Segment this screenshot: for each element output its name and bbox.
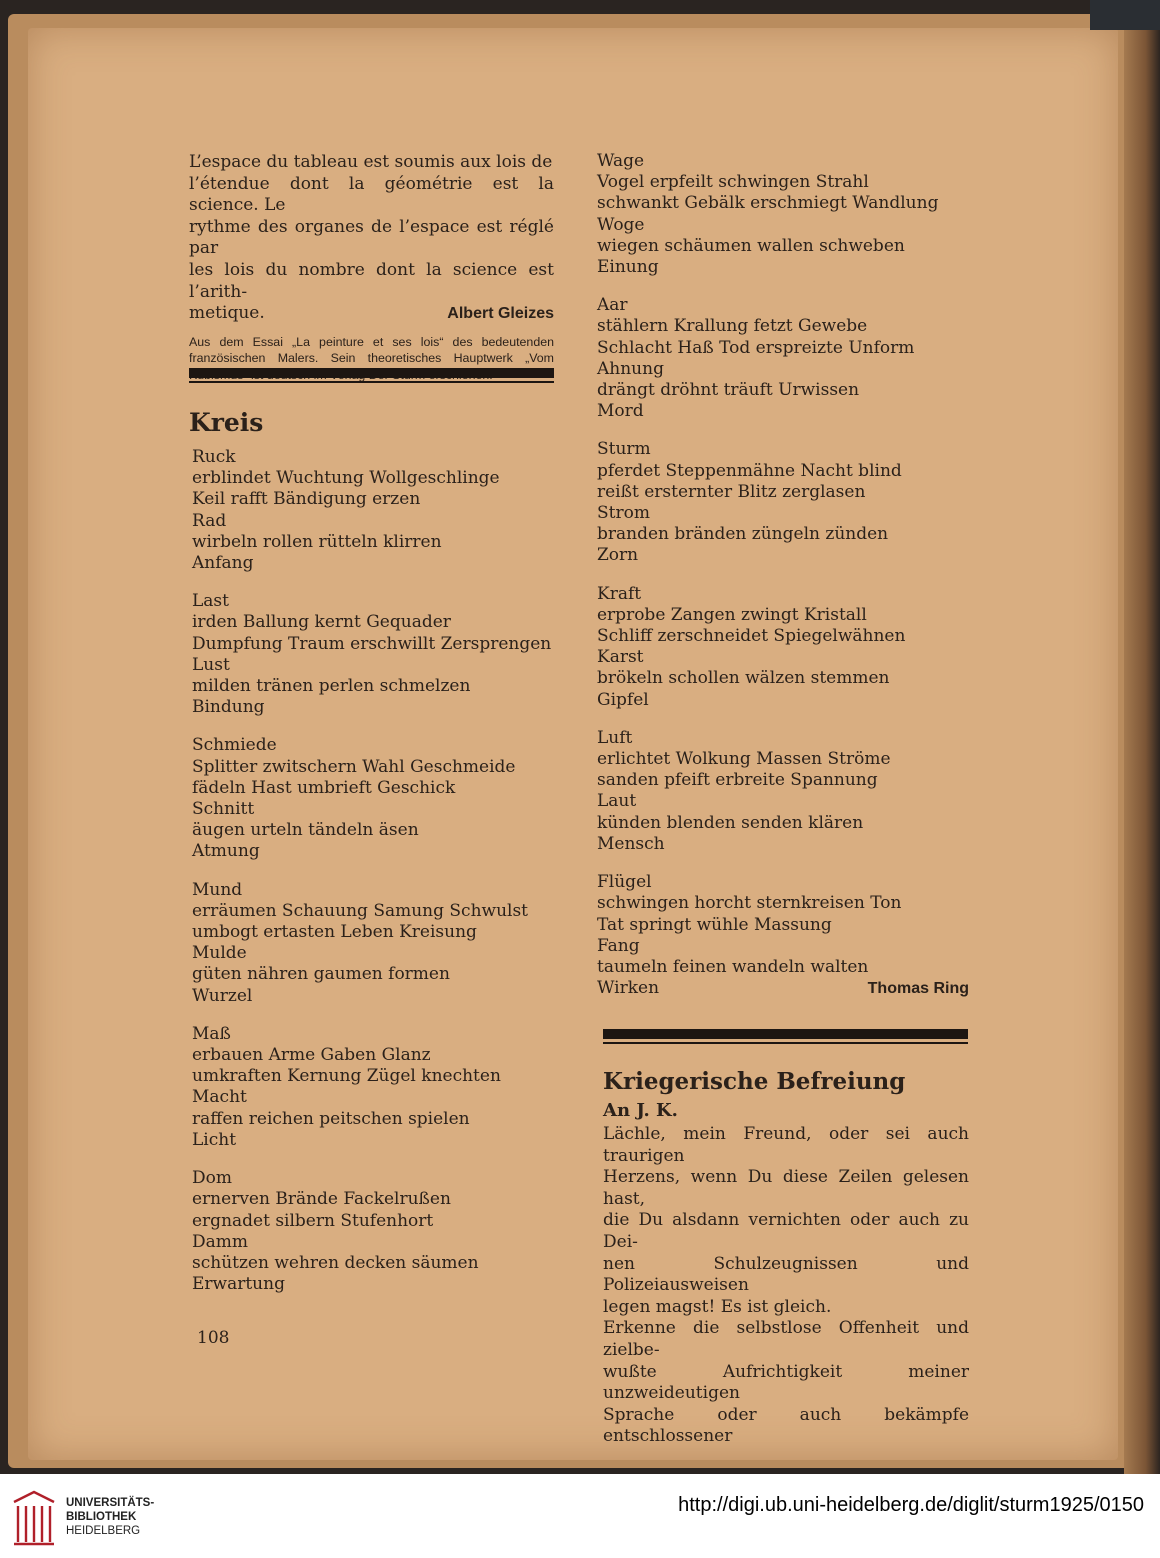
stanza bbox=[597, 872, 969, 999]
article-line: nen Schulzeugnissen und Polizeiausweisen bbox=[603, 1253, 969, 1296]
verse-line: taumeln feinen wandeln walten bbox=[597, 956, 869, 977]
verse-line: wirbeln rollen rütteln klirren bbox=[192, 531, 442, 552]
verse-line: erprobe Zangen zwingt Kristall bbox=[597, 604, 867, 625]
footer-bar bbox=[0, 1474, 1160, 1558]
verse-line: Sturm bbox=[597, 439, 651, 460]
verse-line: Rad bbox=[192, 510, 227, 531]
article-body bbox=[603, 1124, 969, 1448]
verse-line: Gipfel bbox=[597, 689, 649, 710]
verse-line: Splitter zwitschern Wahl Geschmeide bbox=[192, 756, 516, 777]
verse-line: Zorn bbox=[597, 545, 639, 566]
verse-line: branden bränden züngeln zünden bbox=[597, 524, 889, 545]
kreis-title bbox=[189, 408, 263, 437]
kreis-poem-right bbox=[597, 151, 969, 1016]
verse-line: pferdet Steppenmähne Nacht blind bbox=[597, 460, 902, 481]
verse-line: Wurzel bbox=[192, 985, 253, 1006]
library-name-line: UNIVERSITÄTS- bbox=[66, 1497, 155, 1509]
verse-line: Mord bbox=[597, 401, 644, 422]
verse-line: brökeln schollen wälzen stemmen bbox=[597, 668, 890, 689]
verse-line: fädeln Hast umbrieft Geschick bbox=[192, 777, 456, 798]
verse-line: Mund bbox=[192, 879, 243, 900]
library-name bbox=[66, 1496, 154, 1538]
stanza bbox=[192, 1024, 552, 1151]
verse-line: umkraften Kernung Zügel knechten bbox=[192, 1066, 501, 1087]
verse-line: ergnadet silbern Stufenhort bbox=[192, 1210, 434, 1231]
verse-line: Kraft bbox=[597, 583, 642, 604]
verse-line: Keil rafft Bändigung erzen bbox=[192, 489, 421, 510]
verse-line: Wirken bbox=[597, 978, 660, 999]
verse-line: Aar bbox=[597, 295, 628, 316]
verse-line: Laut bbox=[597, 791, 637, 812]
verse-line: Fang bbox=[597, 935, 640, 956]
divider-rule-left bbox=[189, 368, 554, 386]
verse-line: Luft bbox=[597, 727, 633, 748]
verse-line: schützen wehren decken säumen bbox=[192, 1252, 479, 1273]
verse-line: erbauen Arme Gaben Glanz bbox=[192, 1045, 431, 1066]
verse-line: Einung bbox=[597, 257, 659, 278]
article-line: wußte Aufrichtigkeit meiner unzweideutigen bbox=[603, 1361, 969, 1404]
editorial-note: Aus dem Essai „La peinture et ses lois“ des bedeutenden französischen Malers. Sein theoretisches Hauptwerk „Vom bbox=[189, 334, 554, 366]
verse-line: Mensch bbox=[597, 833, 665, 854]
verse-line: Dom bbox=[192, 1168, 232, 1189]
verse-line: Schnitt bbox=[192, 799, 255, 820]
source-url-link[interactable]: http://digi.ub.uni-heidelberg.de/diglit/sturm1925/0150 bbox=[678, 1494, 1144, 1516]
article-line: Lächle, mein Freund, oder sei auch traurigen bbox=[603, 1124, 969, 1166]
quote-last-line bbox=[189, 303, 554, 325]
verse-line: Anfang bbox=[192, 553, 254, 574]
quote-line: l’étendue dont la géométrie est la science. Le bbox=[189, 173, 554, 216]
article bbox=[603, 1066, 969, 1448]
verse-line: Ruck bbox=[192, 447, 236, 467]
article-line: die Du alsdann vernichten oder auch zu Dei- bbox=[603, 1210, 969, 1252]
verse-line: ernerven Brände Fackelrußen bbox=[192, 1189, 451, 1210]
verse-line: stählern Krallung fetzt Gewebe bbox=[597, 316, 868, 337]
verse-line: Erwartung bbox=[192, 1274, 285, 1295]
verse-line: Vogel erpfeilt schwingen Strahl bbox=[597, 172, 869, 193]
poem-signature: Thomas Ring bbox=[867, 980, 969, 998]
verse-line: Last bbox=[192, 591, 229, 612]
library-logo-icon bbox=[10, 1484, 58, 1548]
verse-line: wiegen schäumen wallen schweben bbox=[597, 235, 905, 256]
stanza bbox=[597, 295, 969, 422]
verse-line: Schliff zerschneidet Spiegelwähnen bbox=[597, 626, 906, 647]
verse-line: schwankt Gebälk erschmiegt Wandlung bbox=[597, 193, 939, 214]
page-number bbox=[197, 1328, 229, 1349]
quote-line: les lois du nombre dont la science est l’arith- bbox=[189, 259, 554, 302]
stanza bbox=[192, 1168, 552, 1295]
verse-line: sanden pfeift erbreite Spannung bbox=[597, 770, 878, 791]
stanza bbox=[597, 151, 969, 278]
verse-line: schwingen horcht sternkreisen Ton bbox=[597, 893, 902, 914]
verse-line: Woge bbox=[597, 214, 645, 235]
quote-line: rythme des organes de l’espace est réglé par bbox=[189, 216, 554, 259]
verse-line: Wage bbox=[597, 151, 645, 171]
verse-line: güten nähren gaumen formen bbox=[192, 964, 450, 985]
stanza bbox=[192, 591, 552, 718]
verse-line: Damm bbox=[192, 1231, 249, 1252]
page-edge bbox=[1124, 0, 1160, 1474]
stanza bbox=[192, 735, 552, 862]
stanza bbox=[597, 584, 969, 711]
verse-line: umbogt ertasten Leben Kreisung bbox=[192, 922, 477, 943]
article-line: Herzens, wenn Du diese Zeilen gelesen hast, bbox=[603, 1167, 969, 1209]
verse-line: Atmung bbox=[192, 841, 260, 862]
verse-line: künden blenden senden klären bbox=[597, 812, 864, 833]
verse-line: Karst bbox=[597, 647, 644, 668]
divider-rule-right bbox=[603, 1029, 968, 1047]
verse-line: äugen urteln tändeln äsen bbox=[192, 820, 419, 841]
stanza bbox=[597, 728, 969, 855]
verse-line: erlichtet Wolkung Massen Ströme bbox=[597, 749, 891, 770]
article-title: Kriegerische Befreiung bbox=[603, 1068, 906, 1095]
gleizes-quote bbox=[189, 152, 554, 325]
library-name-line: HEIDELBERG bbox=[66, 1525, 141, 1537]
article-line: legen magst! Es ist gleich. bbox=[603, 1296, 832, 1317]
quote-line: L’espace du tableau est soumis aux lois de bbox=[189, 152, 553, 172]
verse-line: Bindung bbox=[192, 697, 265, 718]
verse-line: milden tränen perlen schmelzen bbox=[192, 676, 471, 697]
verse-line: Dumpfung Traum erschwillt Zersprengen bbox=[192, 633, 552, 654]
kreis-poem-left bbox=[192, 447, 552, 1312]
verse-line: Schmiede bbox=[192, 735, 277, 756]
verse-line: Flügel bbox=[597, 872, 652, 893]
verse-line: erblindet Wuchtung Wollgeschlinge bbox=[192, 468, 500, 489]
verse-line: reißt ersternter Blitz zerglasen bbox=[597, 481, 866, 502]
verse-line: Macht bbox=[192, 1087, 247, 1108]
verse-line: Tat springt wühle Massung bbox=[597, 914, 832, 935]
quote-line: metique. bbox=[189, 303, 265, 324]
verse-line: Maß bbox=[192, 1023, 231, 1044]
verse-line: drängt dröhnt träuft Urwissen bbox=[597, 380, 860, 401]
verse-line: Licht bbox=[192, 1129, 237, 1150]
verse-line: erräumen Schauung Samung Schwulst bbox=[192, 900, 529, 921]
verse-line: Ahnung bbox=[597, 358, 664, 379]
verse-line: irden Ballung kernt Gequader bbox=[192, 612, 451, 633]
page-number-text: 108 bbox=[197, 1328, 230, 1348]
stanza bbox=[597, 439, 969, 566]
verse-line: raffen reichen peitschen spielen bbox=[192, 1108, 470, 1129]
gleizes-signature: Albert Gleizes bbox=[447, 305, 554, 323]
binding-corner bbox=[1090, 0, 1160, 30]
verse-line: Strom bbox=[597, 503, 650, 524]
verse-line: Mulde bbox=[192, 943, 247, 964]
stanza bbox=[192, 447, 552, 574]
article-line: Erkenne die selbstlose Offenheit und zielbe- bbox=[603, 1318, 969, 1360]
article-subtitle: An J. K. bbox=[603, 1100, 678, 1121]
left-column bbox=[189, 152, 554, 384]
library-name-line: BIBLIOTHEK bbox=[66, 1511, 137, 1523]
verse-line: Schlacht Haß Tod erspreizte Unform bbox=[597, 337, 915, 358]
verse-line: Lust bbox=[192, 654, 230, 675]
final-verse-row bbox=[597, 978, 969, 999]
stanza bbox=[192, 880, 552, 1007]
article-line: Sprache oder auch bekämpfe entschlossener bbox=[603, 1404, 969, 1447]
poem-title: Kreis bbox=[189, 408, 264, 437]
